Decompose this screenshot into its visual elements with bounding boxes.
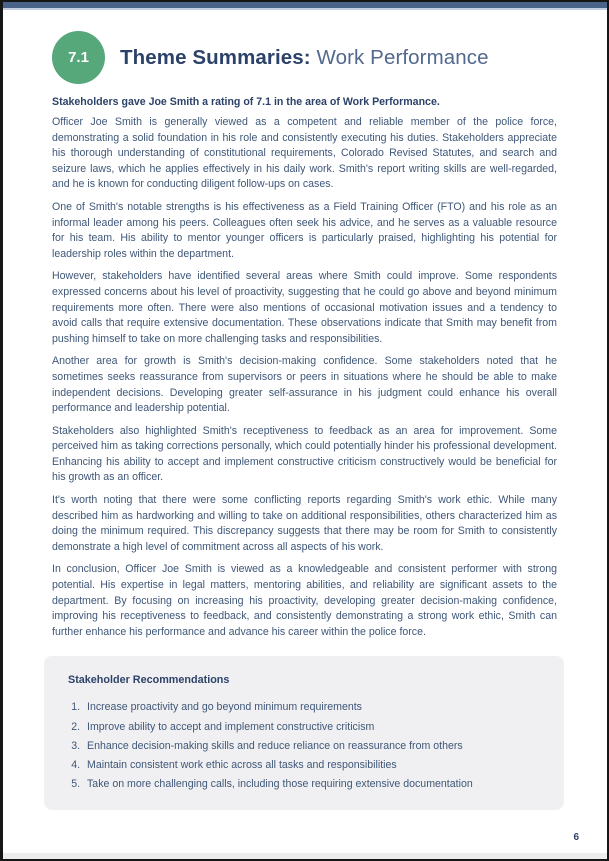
summary-paragraph: Another area for growth is Smith's decision-making confidence. Some stakeholders noted that he sometimes seeks reassurance from supervisors or peers in situations where he should be able to make independent decisions. Developing greater self-assurance in his judgment could enhance his overall performance and leadership potential.	[52, 355, 557, 415]
theme-summary-body	[52, 115, 557, 640]
page-content	[3, 10, 607, 810]
page-title-bold: Theme Summaries:	[120, 45, 311, 69]
page-number: 6	[573, 832, 579, 843]
summary-paragraph: Stakeholders also highlighted Smith's receptiveness to feedback as an area for improvement. Some perceived him as taking corrections personally, which could potentially hinder his professional development. Enhancing his ability to accept and implement constructive criticism constructively would be beneficial for his growth as an officer.	[52, 424, 557, 484]
summary-paragraph: In conclusion, Officer Joe Smith is viewed as a knowledgeable and consistent performer with strong potential. His expertise in legal matters, mentoring abilities, and reliability are significant assets to the department. By focusing on increasing his proactivity, developing greater decision-making confidence, improving his receptiveness to feedback, and consistently demonstrating a strong work ethic, Smith can further enhance his performance and advance his career within the police force.	[52, 563, 557, 638]
page-title-light: Work Performance	[310, 45, 489, 69]
recommendations-box	[44, 656, 564, 810]
recommendation-item: 4. Maintain consistent work ethic across all tasks and responsibilities	[83, 756, 540, 775]
summary-paragraph: However, stakeholders have identified several areas where Smith could improve. Some respondents expressed concerns about his level of proactivity, suggesting that he could go above and beyond minimum requirements more often. There were also mentions of occasional motivation issues and a tendency to avoid calls that require extensive documentation. These observations indicate that Smith may benefit from pushing himself to take on more challenging tasks and responsibilities.	[52, 270, 557, 345]
summary-paragraph: One of Smith's notable strengths is his effectiveness as a Field Training Officer (FTO) and his role as an informal leader among his peers. Colleagues often seek his advice, and he serves as a valuable resource for his team. His ability to mentor younger officers is particularly praised, highlighting his potential for leadership roles within the department.	[52, 200, 557, 260]
section-number-badge	[52, 31, 105, 84]
summary-paragraph: It's worth noting that there were some conflicting reports regarding Smith's work ethic. While many described him as hardworking and willing to take on additional responsibilities, others characterized him as doing the minimum required. This discrepancy suggests that there may be room for Smith to consistently demonstrate a high level of commitment across all aspects of his work.	[52, 494, 557, 553]
recommendation-item: 1. Increase proactivity and go beyond minimum requirements	[83, 698, 540, 717]
page-bottom-edge	[3, 853, 607, 859]
section-number: 7.1	[68, 49, 89, 66]
recommendation-item: 2. Improve ability to accept and implement constructive criticism	[83, 718, 540, 737]
section-header	[52, 31, 557, 84]
rating-summary-line: Stakeholders gave Joe Smith a rating of 7.1 in the area of Work Performance.	[52, 96, 440, 108]
recommendations-list	[68, 698, 540, 794]
report-page	[3, 2, 607, 859]
page-title	[120, 46, 489, 70]
recommendation-item: 5. Take on more challenging calls, including those requiring extensive documentation	[83, 775, 540, 794]
summary-paragraph: Officer Joe Smith is generally viewed as a competent and reliable member of the police force, demonstrating a solid foundation in his role and consistently executing his duties. Stakeholders appreciate his thorough understanding of constitutional requirements, Colorado Revised Statutes, and search and seizure laws, which he applies effectively in his daily work. Smith's report writing skills are well-regarded, and he is known for conducting diligent follow-ups on cases.	[52, 116, 557, 191]
top-accent-bar	[3, 2, 607, 10]
recommendation-item: 3. Enhance decision-making skills and reduce reliance on reassurance from others	[83, 737, 540, 756]
recommendations-title: Stakeholder Recommendations	[68, 674, 230, 687]
